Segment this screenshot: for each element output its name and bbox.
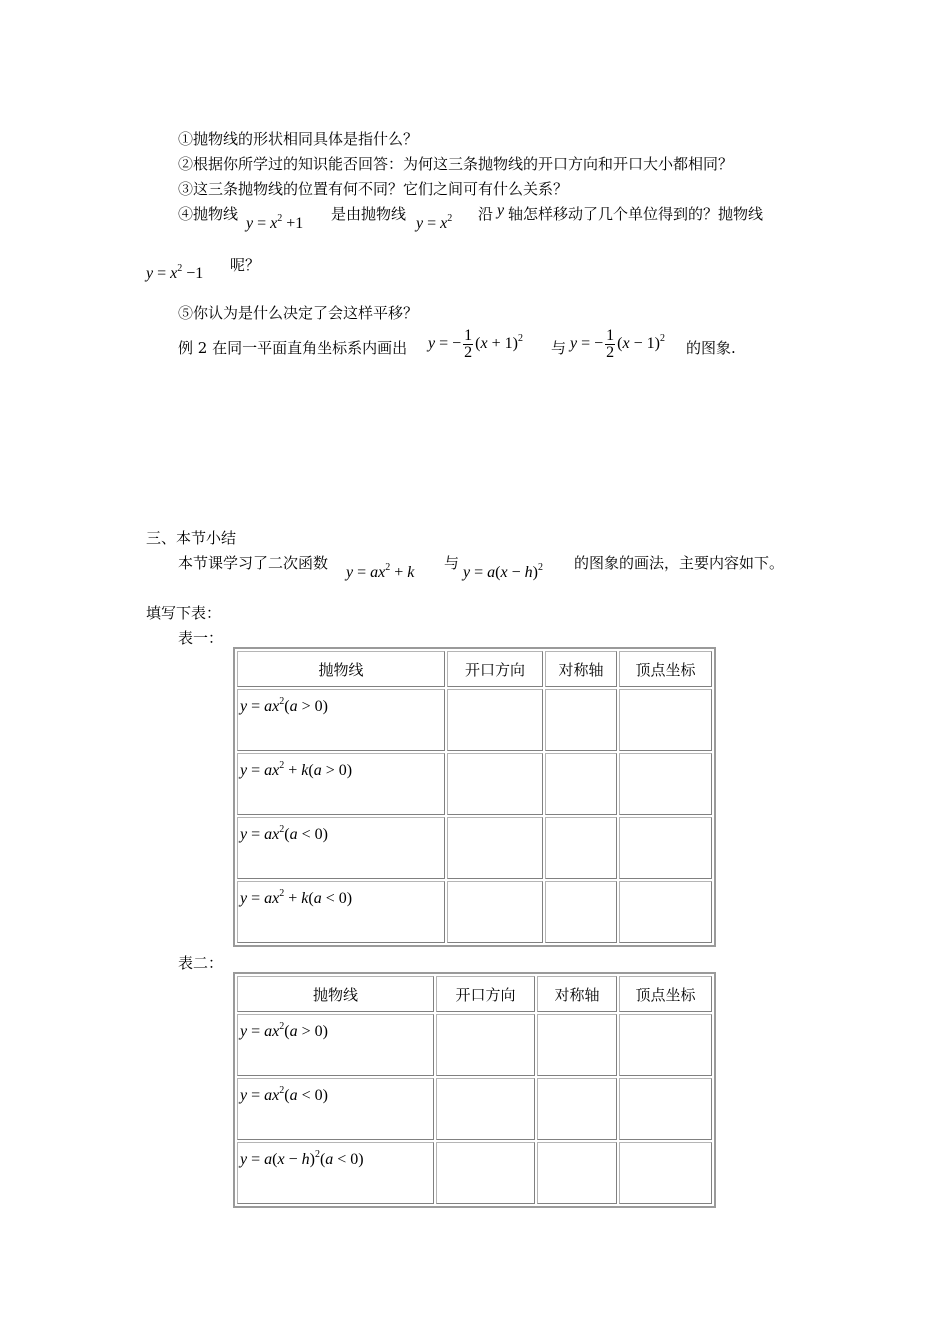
answer-cell[interactable] xyxy=(545,689,617,751)
table-row xyxy=(237,689,712,751)
table-row xyxy=(237,817,712,879)
question-4-end: 轴怎样移动了几个单位得到的？抛物线 xyxy=(508,205,764,223)
answer-cell[interactable] xyxy=(537,1014,617,1076)
table-row xyxy=(237,1014,712,1076)
answer-cell[interactable] xyxy=(545,817,617,879)
answer-cell[interactable] xyxy=(619,753,712,815)
table-1-label: 表一： xyxy=(178,629,224,647)
answer-cell[interactable] xyxy=(619,881,712,943)
question-4-tail: 呢？ xyxy=(230,256,261,274)
table-row xyxy=(237,1142,712,1204)
formula-example-2: y = − $\frac{1}{2}$ $(x - 1)^2$ xyxy=(570,327,665,361)
table-1-header-row xyxy=(237,651,712,687)
answer-cell[interactable] xyxy=(436,1014,535,1076)
answer-cell[interactable] xyxy=(447,817,543,879)
answer-cell[interactable] xyxy=(619,1142,712,1204)
table-2-header-row xyxy=(237,976,712,1012)
header-vertex-coordinates: 顶点坐标 xyxy=(619,651,712,687)
formula-cell: $y = ax^2 + k(a < 0)$ xyxy=(237,881,445,943)
answer-cell[interactable] xyxy=(436,1078,535,1140)
answer-cell[interactable] xyxy=(447,753,543,815)
table-1 xyxy=(233,647,716,947)
formula-y-x2-minus-1: $y = x^2 -1$ xyxy=(146,263,204,282)
answer-cell[interactable] xyxy=(619,817,712,879)
answer-cell[interactable] xyxy=(447,881,543,943)
answer-cell[interactable] xyxy=(619,1078,712,1140)
summary-text-end: 的图象的画法，主要内容如下。 xyxy=(574,554,785,572)
formula-cell: $y = ax^2(a < 0)$ xyxy=(237,1078,434,1140)
formula-a-x-minus-h: $y = a(x - h)^2$ xyxy=(463,562,543,581)
question-4-along: 沿 xyxy=(478,205,494,223)
example-2-prefix: 例 2 在同一平面直角坐标系内画出 xyxy=(178,339,408,357)
header-opening-direction: 开口方向 xyxy=(447,651,543,687)
formula-y-x2: $y = x^2$ xyxy=(416,213,453,232)
answer-cell[interactable] xyxy=(619,689,712,751)
header-vertex-coordinates: 顶点坐标 xyxy=(619,976,712,1012)
formula-ax2-plus-k: $y = ax^2 + k$ xyxy=(346,562,415,581)
question-3: ③这三条抛物线的位置有何不同？它们之间可有什么关系？ xyxy=(178,180,569,198)
answer-cell[interactable] xyxy=(436,1142,535,1204)
formula-cell: $y = ax^2(a > 0)$ xyxy=(237,1014,434,1076)
example-2-suffix: 的图象. xyxy=(686,339,736,357)
y-axis-symbol: y xyxy=(497,202,505,219)
example-2-middle: 与 xyxy=(551,339,567,357)
formula-cell: $y = ax^2(a < 0)$ xyxy=(237,817,445,879)
formula-y-x2-plus-1: $y = x^2 +1$ xyxy=(246,213,304,232)
table-row xyxy=(237,881,712,943)
table-row xyxy=(237,1078,712,1140)
question-5: ⑤你认为是什么决定了会这样平移？ xyxy=(178,304,419,322)
formula-example-1: y = − $\frac{1}{2}$ $(x + 1)^2$ xyxy=(428,327,523,361)
formula-cell: $y = a(x - h)^2(a < 0)$ xyxy=(237,1142,434,1204)
answer-cell[interactable] xyxy=(447,689,543,751)
question-2: ②根据你所学过的知识能否回答：为何这三条抛物线的开口方向和开口大小都相同？ xyxy=(178,155,734,173)
answer-cell[interactable] xyxy=(537,1142,617,1204)
answer-cell[interactable] xyxy=(545,753,617,815)
answer-cell[interactable] xyxy=(545,881,617,943)
summary-text-and: 与 xyxy=(444,554,460,572)
section-heading: 三、本节小结 xyxy=(146,529,237,547)
question-1: ①抛物线的形状相同具体是指什么？ xyxy=(178,130,419,148)
formula-cell: $y = ax^2(a > 0)$ xyxy=(237,689,445,751)
formula-cell: $y = ax^2 + k(a > 0)$ xyxy=(237,753,445,815)
table-2 xyxy=(233,972,716,1208)
answer-cell[interactable] xyxy=(537,1078,617,1140)
question-4-mid: 是由抛物线 xyxy=(331,205,407,223)
header-parabola: 抛物线 xyxy=(237,976,434,1012)
table-row xyxy=(237,753,712,815)
table-2-label: 表二： xyxy=(178,954,224,972)
header-axis-of-symmetry: 对称轴 xyxy=(545,651,617,687)
header-axis-of-symmetry: 对称轴 xyxy=(537,976,617,1012)
header-parabola: 抛物线 xyxy=(237,651,445,687)
summary-text-start: 本节课学习了二次函数 xyxy=(178,554,329,572)
question-4-start: ④抛物线 xyxy=(178,205,239,223)
answer-cell[interactable] xyxy=(619,1014,712,1076)
fill-instruction: 填写下表： xyxy=(146,604,222,622)
header-opening-direction: 开口方向 xyxy=(436,976,535,1012)
